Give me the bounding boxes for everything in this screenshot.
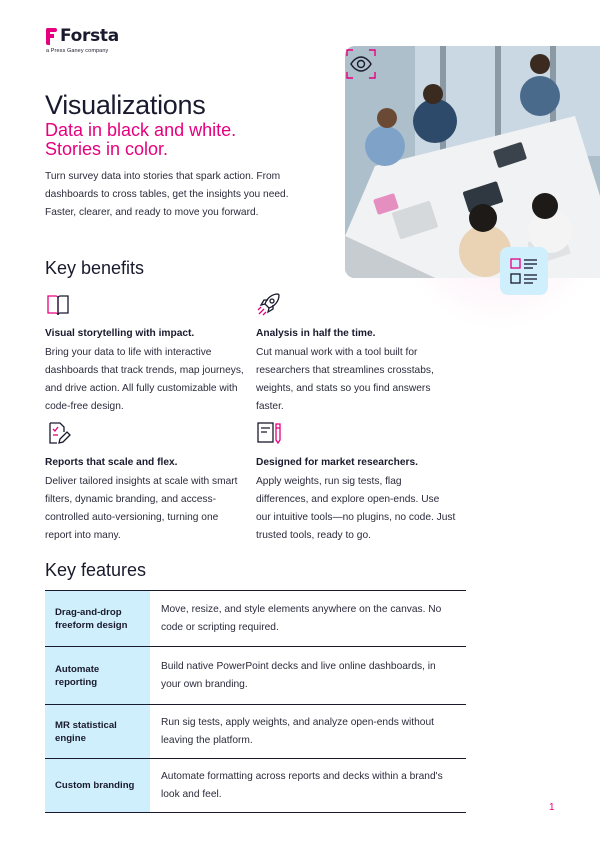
benefit-title: Reports that scale and flex. (45, 457, 178, 468)
feature-name: Automate reporting (45, 647, 150, 704)
key-benefits-heading: Key benefits (45, 258, 145, 278)
eye-icon (345, 48, 377, 80)
benefit-reports (45, 420, 245, 545)
tagline-line-1: Data in black and white. (45, 120, 237, 140)
checklist-badge (500, 247, 548, 295)
table-row (45, 759, 466, 813)
benefit-text: Apply weights, run sig tests, flag differences, and explore open-ends. Use our intuitive tools—no plugins, no code. Just trusted tools, ready to go. (256, 476, 456, 541)
feature-description: Run sig tests, apply weights, and analyze open-ends without leaving the platform. (161, 716, 434, 746)
forsta-logo (46, 28, 119, 54)
table-row (45, 705, 466, 759)
feature-description: Automate formatting across reports and decks within a brand's look and feel. (161, 770, 443, 800)
forsta-logo-mark (46, 28, 58, 45)
feature-description: Build native PowerPoint decks and live online dashboards, in your own branding. (161, 660, 436, 690)
feature-name: MR statistical engine (45, 705, 150, 758)
logo-subline: a Press Ganey company (46, 48, 109, 54)
report-edit-icon (45, 420, 71, 446)
benefit-text: Bring your data to life with interactive dashboards that track trends, map journeys, and drive action. All fully customizable with code-free design. (45, 347, 244, 412)
benefit-text: Cut manual work with a tool built for researchers that streamlines crosstabs, weights, and stats so you find answers faster. (256, 347, 434, 412)
page-title: Visualizations (45, 90, 206, 120)
benefit-storytelling (45, 291, 245, 416)
benefit-text: Deliver tailored insights at scale with smart filters, dynamic branding, and access-controlled auto-versioning, turning one report into many. (45, 476, 238, 541)
rocket-icon (256, 291, 282, 317)
benefit-title: Visual storytelling with impact. (45, 328, 195, 339)
table-row (45, 591, 466, 647)
intro-paragraph: Turn survey data into stories that spark action. From dashboards to cross tables, get the insights you need. Faster, clearer, and ready to move you forward. (45, 171, 289, 218)
benefit-designed (256, 420, 456, 545)
benefit-title: Analysis in half the time. (256, 328, 376, 339)
tagline-line-2: Stories in color. (45, 139, 169, 159)
features-table (45, 590, 466, 813)
benefit-analysis (256, 291, 456, 416)
tagline (45, 121, 305, 159)
table-row (45, 647, 466, 705)
benefit-title: Designed for market researchers. (256, 457, 418, 468)
logo-wordmark: Forsta (60, 26, 119, 46)
checklist-icon (509, 256, 539, 286)
open-book-icon (45, 291, 71, 317)
feature-description: Move, resize, and style elements anywhere on the canvas. No code or scripting required. (161, 603, 442, 633)
page-number: 1 (549, 802, 555, 813)
hero-photo (345, 46, 600, 278)
feature-name: Custom branding (45, 759, 150, 812)
notebook-pencil-icon (256, 420, 282, 446)
key-features-heading: Key features (45, 560, 147, 580)
feature-name: Drag-and-drop freeform design (45, 591, 150, 646)
